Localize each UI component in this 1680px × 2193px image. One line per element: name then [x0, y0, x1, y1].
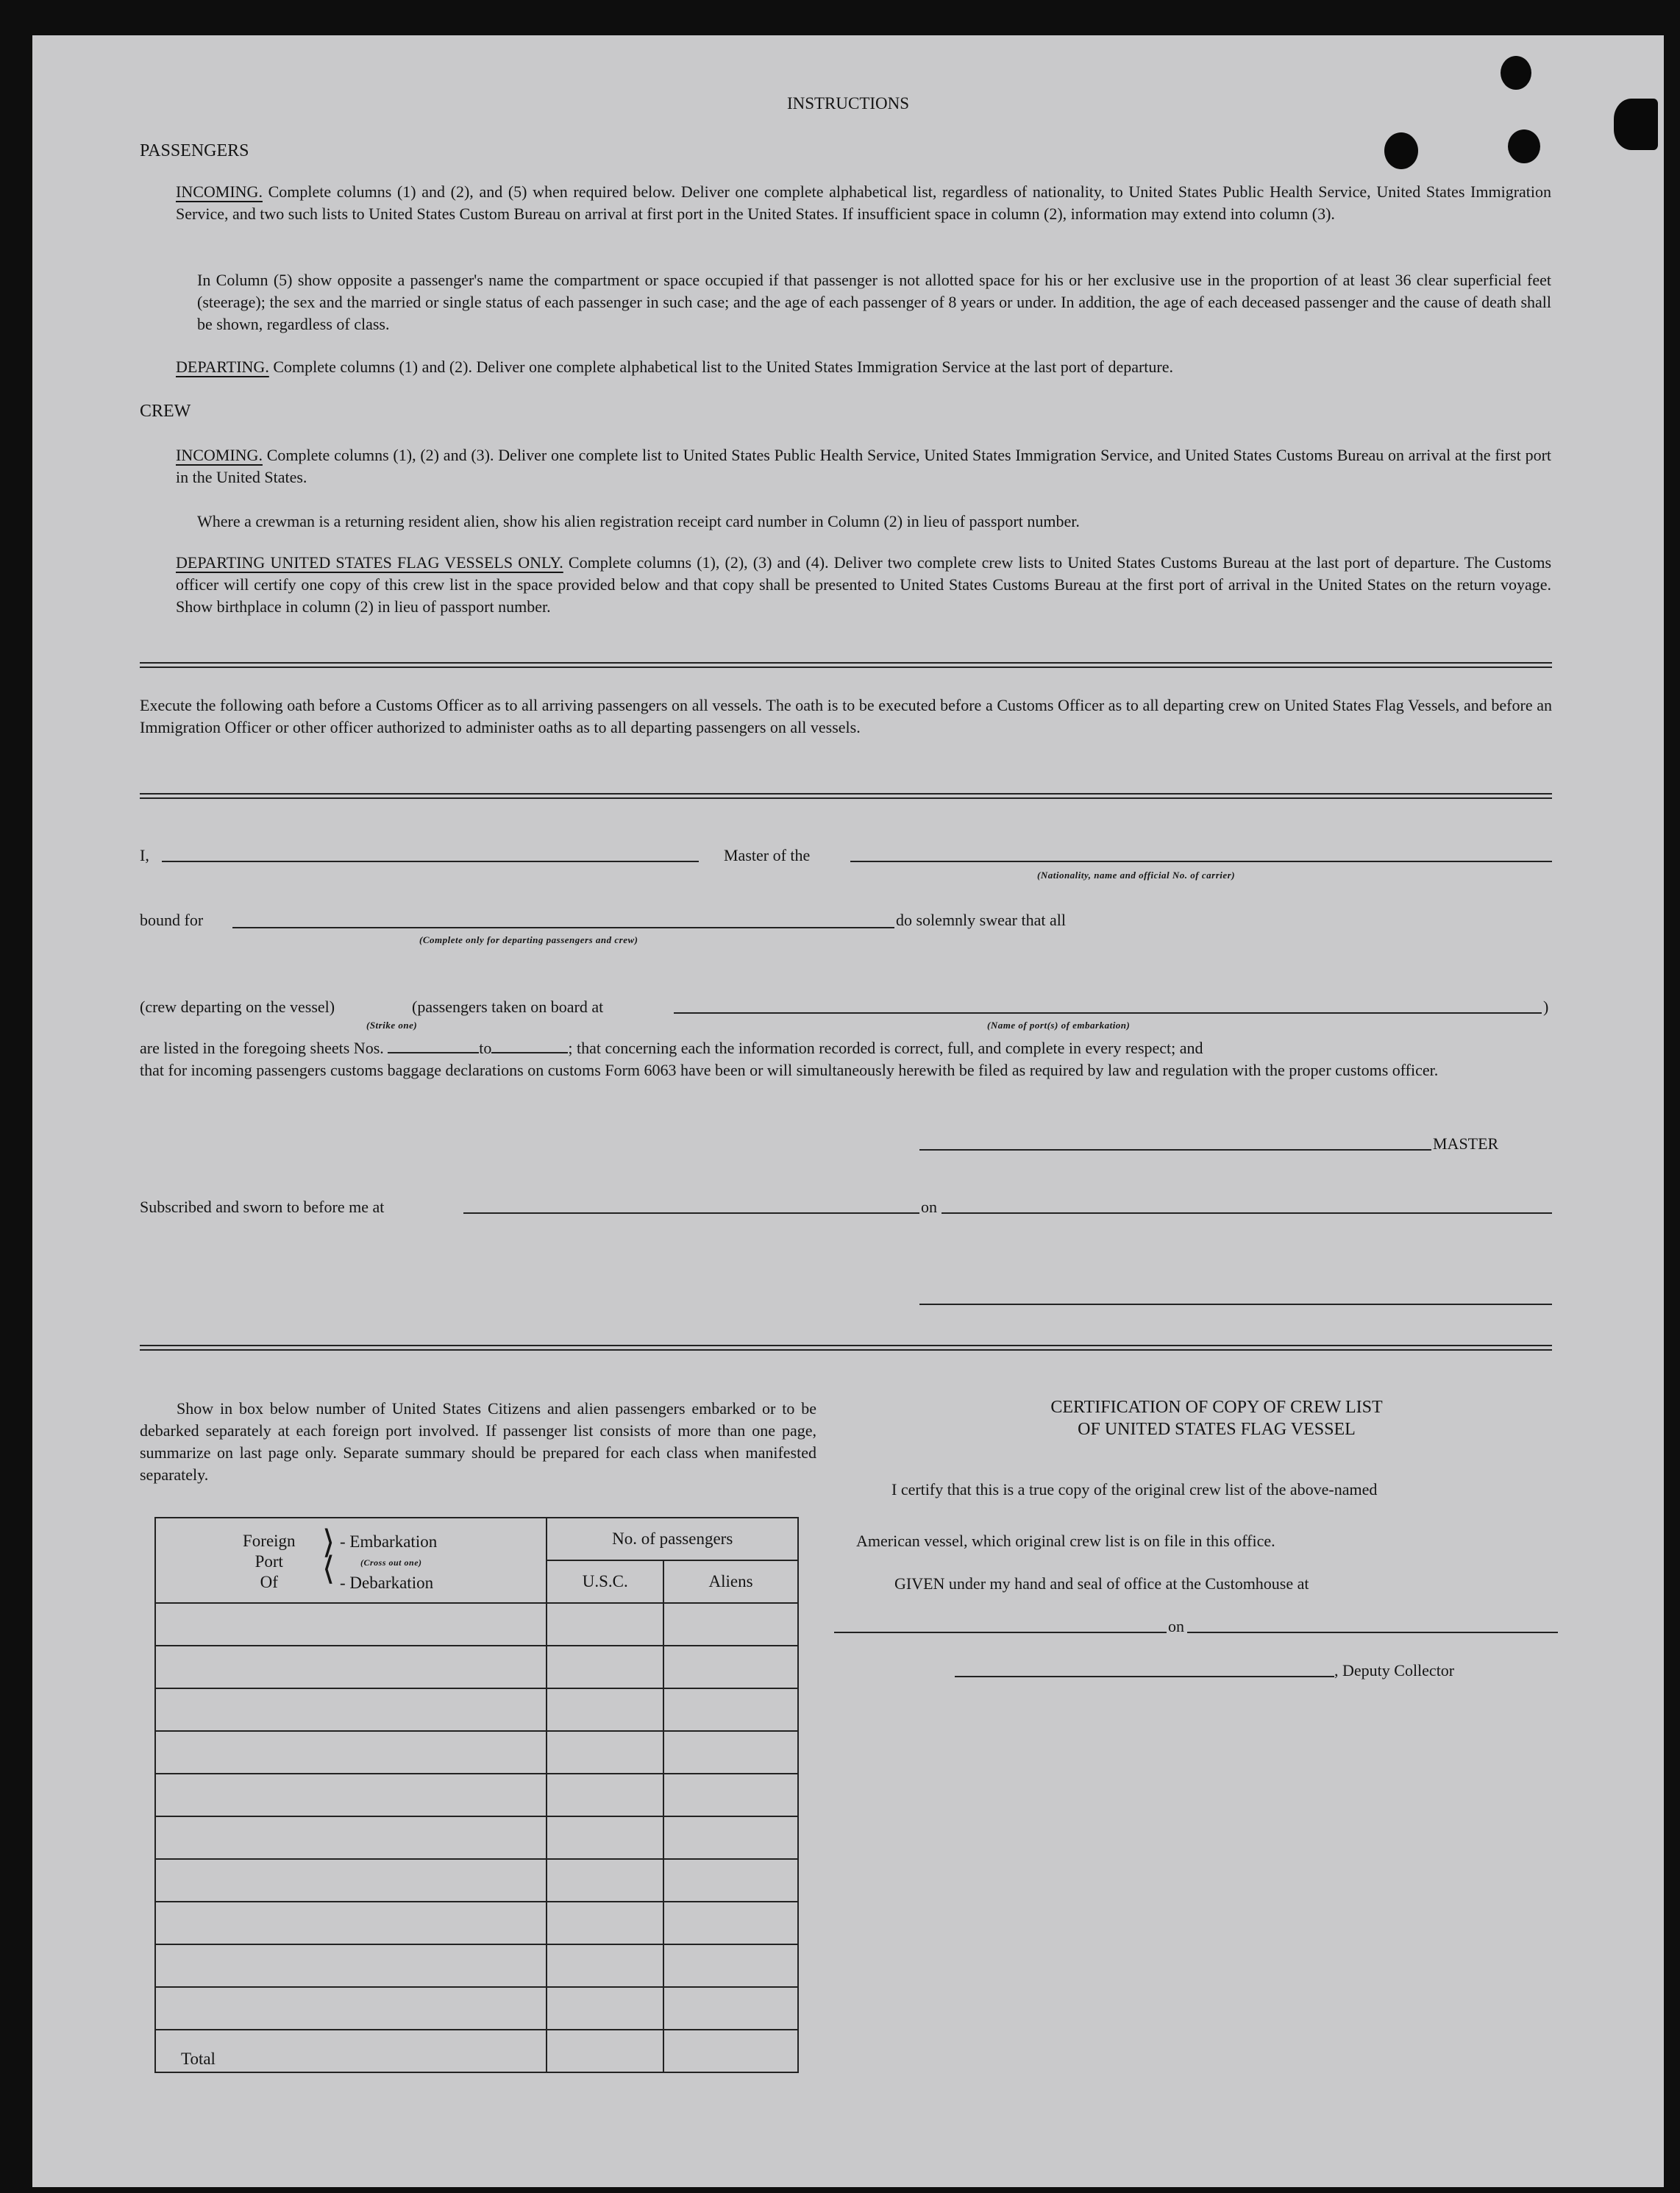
crew-departing-option[interactable]: (crew departing on the vessel) — [140, 998, 335, 1016]
foreign-label: Foreign — [243, 1532, 296, 1550]
certify-line-1: I certify that this is a true copy of the original crew list of the above-named — [891, 1480, 1378, 1499]
embarkation-option[interactable]: - Embarkation — [340, 1532, 438, 1551]
aliens-cell[interactable] — [663, 1944, 798, 1987]
listed-to: to — [479, 1039, 492, 1057]
passenger-summary-table — [154, 1517, 799, 2073]
crew-incoming-label: INCOMING. — [176, 446, 263, 464]
usc-cell[interactable] — [547, 1816, 663, 1859]
port-cell[interactable] — [155, 1688, 547, 1731]
instructions-title: INSTRUCTIONS — [786, 94, 910, 113]
incoming-label: INCOMING. — [176, 182, 263, 201]
column5-paragraph: In Column (5) show opposite a passenger's name the compartment or space occupied if that passenger is not allotted space for his or her exclusive use in the proportion of at least 36 clear superficial feet (steerage); the sex and the married or single status of each passenger in such case; and the age of each passenger of 8 years or under. In addition, the age of each deceased passenger and the cause of death shall be shown, regardless of class. — [197, 271, 1551, 333]
port-cell[interactable] — [155, 1816, 547, 1859]
debarkation-option[interactable]: - Debarkation — [340, 1574, 434, 1592]
port-cell[interactable] — [155, 1944, 547, 1987]
port-caption: (Name of port(s) of embarkation) — [987, 1020, 1131, 1031]
destination-field[interactable] — [232, 927, 894, 928]
of-label: Of — [260, 1573, 278, 1591]
crewman-paragraph: Where a crewman is a returning resident alien, show his alien registration receipt card number in Column (2) in lieu of passport number. — [197, 512, 1080, 530]
aliens-cell[interactable] — [663, 1816, 798, 1859]
passengers-heading: PASSENGERS — [140, 141, 249, 160]
aliens-cell[interactable] — [663, 1774, 798, 1816]
subscribed-label: Subscribed and sworn to before me at — [140, 1198, 385, 1216]
strike-caption: (Strike one) — [366, 1020, 418, 1031]
departing-label: DEPARTING. — [176, 358, 269, 376]
officer-signature-field[interactable] — [919, 1304, 1552, 1305]
sheet-to-field[interactable] — [491, 1039, 568, 1053]
aliens-total-cell[interactable] — [663, 2030, 798, 2072]
passengers-taken-option[interactable]: (passengers taken on board at — [412, 998, 604, 1016]
usc-header: U.S.C. — [547, 1560, 663, 1603]
port-label: Port — [255, 1552, 283, 1571]
close-paren: ) — [1543, 998, 1549, 1016]
divider-2 — [140, 793, 1552, 799]
usc-cell[interactable] — [547, 1603, 663, 1646]
listed-line — [140, 1037, 1203, 1059]
port-cell[interactable] — [155, 1731, 547, 1774]
cross-out-caption: (Cross out one) — [360, 1557, 422, 1568]
aliens-cell[interactable] — [663, 1859, 798, 1902]
flag-vessels-label: DEPARTING UNITED STATES FLAG VESSELS ONLY. — [176, 553, 563, 572]
port-cell[interactable] — [155, 1902, 547, 1944]
port-header-cell — [155, 1518, 547, 1603]
aliens-header: Aliens — [663, 1560, 798, 1603]
usc-total-cell[interactable] — [547, 2030, 663, 2072]
master-signature-field[interactable] — [919, 1149, 1431, 1151]
port-cell[interactable] — [155, 1774, 547, 1816]
crew-incoming-paragraph — [176, 444, 1551, 488]
port-cell[interactable] — [155, 1646, 547, 1688]
certification-title-2: OF UNITED STATES FLAG VESSEL — [1078, 1420, 1356, 1439]
usc-cell[interactable] — [547, 1731, 663, 1774]
total-label: Total — [155, 2030, 547, 2072]
certification-title-1: CERTIFICATION OF COPY OF CREW LIST — [1050, 1398, 1383, 1417]
summary-intro: Show in box below number of United States Citizens and alien passengers embarked or to be debarked separately at each foreign port involved. If passenger list consists of more than one page, summarize on last page only. Separate summary should be prepared for each class when manifested separately. — [140, 1399, 816, 1484]
listed-text-1: are listed in the foregoing sheets Nos. — [140, 1039, 384, 1057]
usc-cell[interactable] — [547, 1902, 663, 1944]
oath-i-label: I, — [140, 846, 149, 864]
usc-cell[interactable] — [547, 1859, 663, 1902]
passengers-departing-paragraph — [176, 356, 1559, 378]
listed-rest: that for incoming passengers customs baggage declarations on customs Form 6063 have been or will simultaneously herewith be filed as required by law and regulation with the proper customs officer. — [140, 1061, 1439, 1079]
flag-vessels-paragraph — [176, 552, 1551, 618]
punch-hole-right-upper — [1384, 132, 1418, 169]
brace-icon: ⟩ ⟨ — [322, 1524, 335, 1587]
cert-on-label: on — [1168, 1617, 1184, 1635]
punch-hole-top-right — [1501, 56, 1531, 90]
embarkation-port-field[interactable] — [674, 1012, 1542, 1014]
master-of-label: Master of the — [724, 846, 811, 864]
customhouse-field[interactable] — [834, 1632, 1167, 1633]
incoming-text: Complete columns (1) and (2), and (5) when required below. Deliver one complete alphabetical list, regardless of nationality, to United States Public Health Service, United States Immigration Service, and two such lists to United States Custom Bureau on arrival at first port in the United States. If insufficient space in column (2), information may extend into column (3). — [176, 182, 1552, 223]
carrier-field[interactable] — [850, 861, 1552, 862]
punch-hole-right-middle — [1508, 129, 1540, 163]
nationality-caption: (Nationality, name and official No. of carrier) — [1037, 870, 1236, 881]
deputy-collector-label: , Deputy Collector — [1334, 1661, 1455, 1680]
no-passengers-header: No. of passengers — [547, 1518, 798, 1560]
sworn-on-label: on — [921, 1198, 937, 1216]
usc-cell[interactable] — [547, 1987, 663, 2030]
aliens-cell[interactable] — [663, 1688, 798, 1731]
form-page — [32, 35, 1664, 2187]
crew-heading: CREW — [140, 402, 191, 421]
usc-cell[interactable] — [547, 1944, 663, 1987]
sworn-date-field[interactable] — [942, 1212, 1552, 1214]
aliens-cell[interactable] — [663, 1603, 798, 1646]
deputy-collector-signature[interactable] — [955, 1676, 1334, 1677]
passengers-incoming-paragraph — [176, 181, 1551, 225]
port-cell[interactable] — [155, 1603, 547, 1646]
usc-cell[interactable] — [547, 1688, 663, 1731]
aliens-cell[interactable] — [663, 1902, 798, 1944]
bound-caption: (Complete only for departing passengers and crew) — [419, 934, 638, 945]
sworn-place-field[interactable] — [463, 1212, 919, 1214]
swear-label: do solemnly swear that all — [896, 911, 1066, 929]
departing-text: Complete columns (1) and (2). Deliver one complete alphabetical list to the United States Immigration Service at the last port of departure. — [273, 358, 1174, 376]
flag-vessels-text: Complete columns (1), (2), (3) and (4). Deliver two complete crew lists to United States Customs Bureau at the last port of departure. The Customs officer will certify one copy of this crew list in the space provided below and that copy shall be presented to United States Customs Bureau at the first port of arrival in the United States on the return voyage. Show birthplace in column (2) in lieu of passport number. — [176, 553, 1552, 616]
port-cell[interactable] — [155, 1987, 547, 2030]
listed-text-2: ; that concerning each the information recorded is correct, full, and complete in every respect; and — [568, 1039, 1203, 1057]
usc-cell[interactable] — [547, 1646, 663, 1688]
aliens-cell[interactable] — [663, 1731, 798, 1774]
master-label: MASTER — [1433, 1134, 1499, 1153]
bound-for-label: bound for — [140, 911, 204, 929]
sheet-from-field[interactable] — [388, 1039, 479, 1053]
usc-cell[interactable] — [547, 1774, 663, 1816]
aliens-cell[interactable] — [663, 1646, 798, 1688]
port-cell[interactable] — [155, 1859, 547, 1902]
divider-1 — [140, 662, 1552, 668]
certify-line-2: American vessel, which original crew list is on file in this office. — [856, 1532, 1275, 1550]
master-name-field[interactable] — [162, 861, 699, 862]
cert-date-field[interactable] — [1187, 1632, 1558, 1633]
crew-incoming-text: Complete columns (1), (2) and (3). Deliver one complete list to United States Public Health Service, United States Immigration Service, and United States Customs Bureau on arrival at the first port in the United States. — [176, 446, 1552, 486]
given-line: GIVEN under my hand and seal of office at the Customhouse at — [894, 1574, 1309, 1593]
aliens-cell[interactable] — [663, 1987, 798, 2030]
divider-3 — [140, 1345, 1552, 1351]
oath-intro: Execute the following oath before a Customs Officer as to all arriving passengers on all vessels. The oath is to be executed before a Customs Officer as to all departing crew on United States Flag Vessels, and before an Immigration Officer or other officer authorized to administer oaths as to all departing passengers on all vessels. — [140, 696, 1552, 736]
